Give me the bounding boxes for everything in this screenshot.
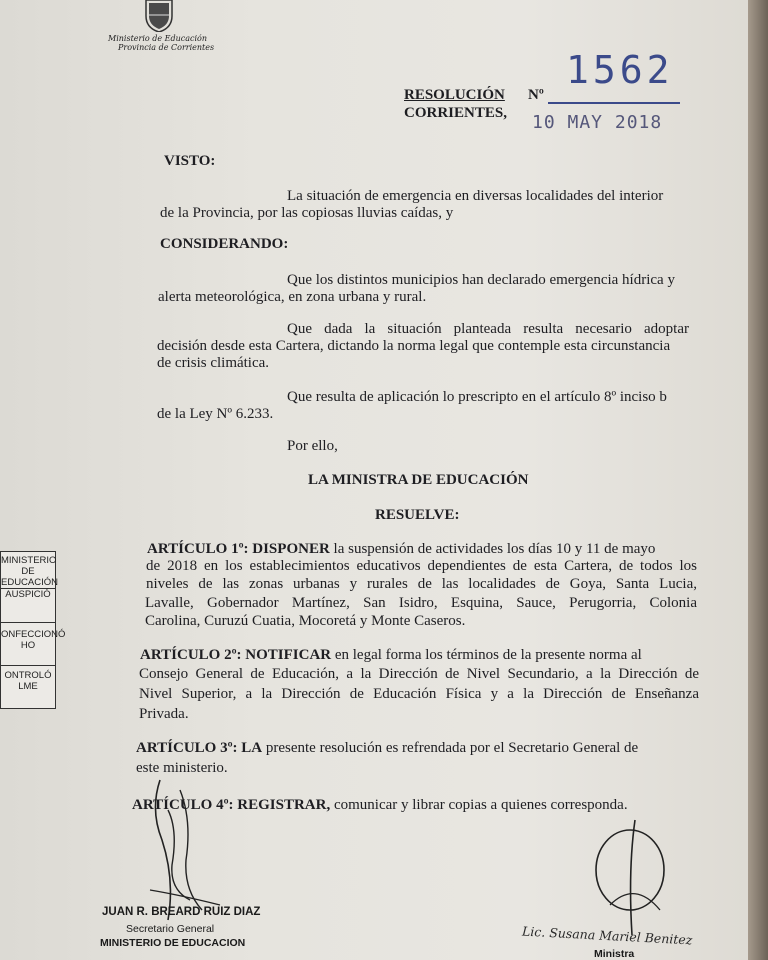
considerando-heading: CONSIDERANDO: [160,236,289,252]
right-signer-name: Lic. Susana Mariel Benitez [521,923,693,948]
coat-of-arms-icon [140,0,178,32]
visto-text-line: La situación de emergencia en diversas localidades del interior [287,188,664,204]
article-2-text-line: Consejo General de Educación, a la Dirección de Nivel Secundario, a la Dirección de [139,666,699,682]
ministry-letterhead [108,34,214,52]
left-signer-role: Secretario General [126,923,215,935]
considerando-text-line: de la Ley Nº 6.233. [157,406,274,422]
considerando-text-line: Que los distintos municipios han declarado emergencia hídrica y [287,272,675,288]
visto-heading: VISTO: [164,153,216,169]
right-signer-role: Ministra [594,948,635,960]
considerando-text-line: Que dada la situación planteada resulta necesario adoptar [287,321,689,337]
left-signer-name: JUAN R. BREARD RUIZ DIAZ [102,906,261,918]
article-2-text-line: Privada. [139,706,189,722]
article-2-verb: NOTIFICAR [245,647,332,663]
left-signer-office: MINISTERIO DE EDUCACION [100,937,246,949]
resolution-label: RESOLUCIÓN [404,87,505,103]
article-1-text-line: niveles de las zonas urbanas y rurales de las localidades de Goya, Santa Lucia, [146,576,697,592]
resolution-number-stamp: 1562 [566,48,674,92]
date-stamp: 10 MAY 2018 [532,112,663,133]
number-underline [548,102,680,104]
considerando-text-line: decisión desde esta Cartera, dictando la norma legal que contemple esta circunstancia [157,338,671,354]
article-3-text: presente resolución es refrendada por el Secretario General de [265,740,639,756]
visto-text-line: de la Provincia, por las copiosas lluvias caídas, y [160,205,454,221]
city-label: CORRIENTES, [404,105,507,121]
article-3-label: ARTÍCULO 3º: [136,740,238,756]
article-1-verb: DISPONER [252,541,330,557]
page-shadow-edge [748,0,768,960]
article-3-text-line: este ministerio. [136,760,228,776]
article-2-first-line [140,647,642,664]
province-name: Provincia de Corrientes [118,43,215,52]
article-1-text: la suspensión de actividades los días 10 y 11 de mayo [333,541,656,557]
article-3-first-line [136,740,638,757]
article-2-text: en legal forma los términos de la presente norma al [334,647,642,663]
article-3-verb: LA [241,740,263,756]
article-1-text-line: Lavalle, Gobernador Martínez, San Isidro, Esquina, Sauce, Perugorria, Colonia [145,595,697,611]
article-4-verb: REGISTRAR, [237,797,331,813]
ministry-name: Ministerio de Educación [108,34,208,43]
controlo-stamp-box: ONTROLÓ LME [0,665,56,709]
considerando-text-line: de crisis climática. [157,355,270,371]
confecciono-stamp-box: ONFECCIONÓ HO [0,622,56,666]
article-2-text-line: Nivel Superior, a la Dirección de Educación Física y a la Dirección de Enseñanza [139,686,699,702]
considerando-text-line: Que resulta de aplicación lo prescripto en el artículo 8º inciso b [287,389,667,405]
right-handwritten-signature [580,810,690,940]
por-ello-text: Por ello, [287,438,338,454]
article-1-first-line [147,541,655,558]
article-4-label: ARTÍCULO 4º: [132,797,234,813]
resuelve-heading: RESUELVE: [375,507,460,523]
article-1-label: ARTÍCULO 1º: [147,541,249,557]
minister-heading: LA MINISTRA DE EDUCACIÓN [308,472,529,488]
article-1-text-line: de 2018 en los establecimientos educativos dependientes de esta Cartera, de todos los [146,558,697,574]
considerando-text-line: alerta meteorológica, en zona urbana y rural. [158,289,427,305]
article-1-text-line: Carolina, Curuzú Cuatia, Mocoretá y Monte Caseros. [145,613,466,629]
article-2-label: ARTÍCULO 2º: [140,647,242,663]
number-label: Nº [528,87,544,103]
article-4-text: comunicar y librar copias a quienes corresponda. [333,797,628,813]
auspicio-stamp-box: MINISTERIO DE EDUCACIÓN AUSPICIÓ [0,551,56,623]
